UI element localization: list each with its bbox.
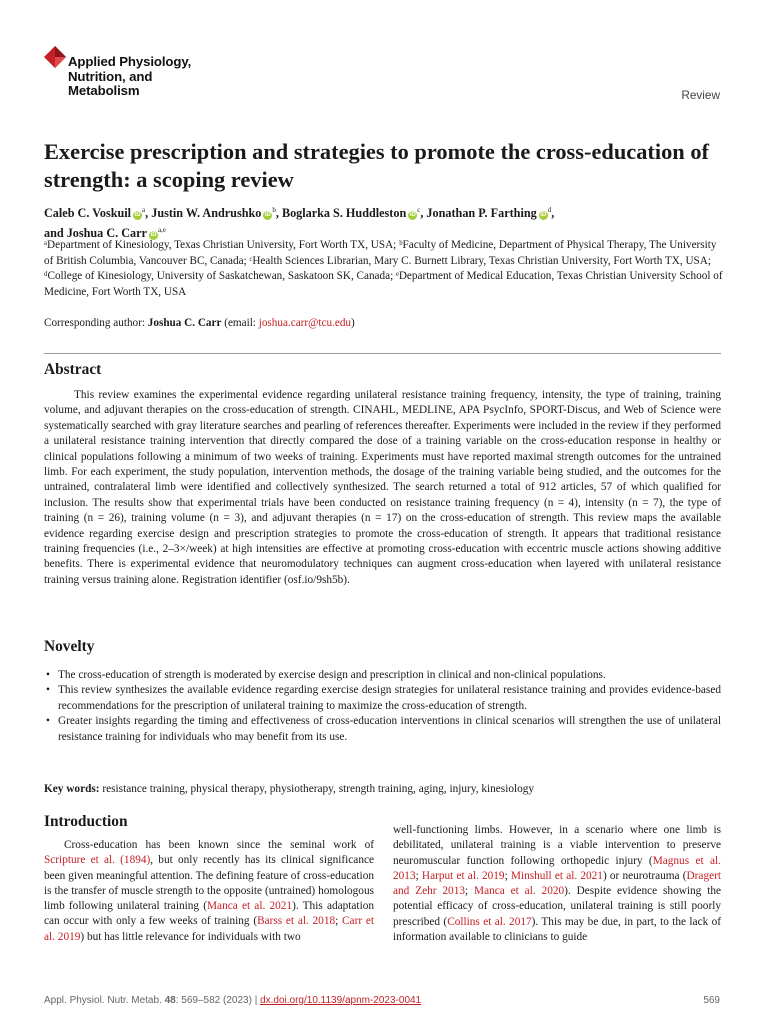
corresponding-label: Corresponding author: <box>44 317 148 329</box>
author-name: and Joshua C. Carr <box>44 226 147 240</box>
author-separator: , <box>275 206 282 220</box>
body-text: Cross-education has been known since the seminal work of <box>64 839 374 851</box>
body-text: ; <box>335 915 343 928</box>
affiliation-marker: a,e <box>157 226 166 234</box>
citation-link[interactable]: Dragert and Zehr 2013 <box>393 869 722 898</box>
keywords <box>44 782 721 797</box>
affiliations: ᵃDepartment of Kinesiology, Texas Christian University, Fort Worth TX, USA; ᵇFaculty of Medicine, Department of Physical Therapy, The University of British Columbia, Vancouver BC, Canada; ᶜHealth Sciences Librarian, Mary C. Burnett Library, Texas Christian University, Fort Worth TX, USA; ᵈCollege of Kinesiology, University of Saskatchewan, Saskatoon SK, Canada; ᵉDepartment of Medical Education, Texas Christian University School of Medicine, Fort Worth TX, USA <box>44 239 723 298</box>
citation-link[interactable]: Harput et al. 2019 <box>421 869 505 882</box>
journal-logo-icon <box>44 46 66 68</box>
body-text: ). Despite evidence showing the potential efficacy of cross-education, unilateral training is still poorly prescribed ( <box>393 885 721 928</box>
footer-pages: : 569–582 (2023) | <box>175 995 261 1006</box>
author-separator: , <box>145 206 152 220</box>
novelty-heading: Novelty <box>44 638 95 655</box>
author-separator: , <box>420 206 427 220</box>
affiliation-marker: a <box>142 206 146 214</box>
introduction-right-column <box>393 823 721 945</box>
author-name: Boglarka S. Huddleston <box>281 206 407 220</box>
keywords-text: resistance training, physical therapy, physiotherapy, strength training, aging, injury, kinesiology <box>99 783 535 795</box>
page-footer <box>44 995 421 1006</box>
affiliation-marker: d <box>547 206 552 214</box>
novelty-item: • The cross-education of strength is moderated by exercise design and prescription in clinical and non-clinical populations. <box>44 668 721 683</box>
body-text: ; <box>504 869 511 882</box>
footer-journal: Appl. Physiol. Nutr. Metab. <box>44 995 165 1006</box>
journal-name-line1: Applied Physiology, <box>68 54 192 69</box>
citation-link[interactable]: Barss et al. 2018 <box>257 915 336 928</box>
author-separator: , <box>551 206 555 220</box>
email-link[interactable]: joshua.carr@tcu.edu <box>258 317 352 329</box>
introduction-left-column <box>44 838 374 945</box>
orcid-icon[interactable]: iD <box>409 212 416 218</box>
body-text: well-functioning limbs. However, in a scenario where one limb is debilitated, unilateral training is a viable intervention to preserve neuromuscular function following orthopedic injury ( <box>393 824 721 867</box>
article-title: Exercise prescription and strategies to promote the cross-education of strength: a scoping review <box>44 139 709 192</box>
citation-link[interactable]: Carr et al. 2019 <box>44 915 374 943</box>
abstract-heading: Abstract <box>44 361 102 378</box>
author-list <box>44 202 734 242</box>
email-suffix: ) <box>351 317 355 329</box>
body-text: ) but has little relevance for individuals with two <box>80 930 301 943</box>
citation-link[interactable]: Minshull et al. 2021 <box>510 869 603 882</box>
journal-name <box>68 55 191 99</box>
citation-link[interactable]: Manca et al. 2021 <box>207 900 293 913</box>
author-name: Jonathan P. Farthing <box>426 206 537 220</box>
header-divider <box>44 353 721 354</box>
orcid-icon[interactable]: iD <box>134 212 141 218</box>
keywords-label: Key words: <box>44 783 100 795</box>
body-text: ). This may be due, in part, to the lack of information available to clinicians to guide <box>393 915 722 944</box>
novelty-item: • This review synthesizes the available evidence regarding exercise design strategies for unilateral resistance training and provides evidence-based recommendations for the prescription of unilateral training to maximize the cross-education of strength. <box>44 683 721 714</box>
author-name: Justin W. Andrushko <box>151 206 262 220</box>
journal-name-line3: Metabolism <box>68 83 140 98</box>
citation-link[interactable]: Collins et al. 2017 <box>447 915 532 928</box>
body-text: ; <box>415 869 422 882</box>
body-text: ). This adaptation can occur with only a few weeks of training ( <box>44 900 374 928</box>
introduction-heading: Introduction <box>44 813 128 830</box>
journal-name-line2: Nutrition, and <box>68 68 153 84</box>
orcid-icon[interactable]: iD <box>540 212 547 218</box>
footer-volume: 48 <box>164 995 176 1006</box>
corresponding-name: Joshua C. Carr <box>147 317 222 329</box>
citation-link[interactable]: Magnus et al. 2013 <box>393 854 721 882</box>
page-number: 569 <box>703 995 720 1006</box>
citation-link[interactable]: Scripture et al. (1894) <box>44 854 151 867</box>
affiliation-marker: c <box>417 206 421 214</box>
body-text: ) or neurotrauma ( <box>602 869 687 882</box>
novelty-list <box>44 668 721 745</box>
novelty-item: • Greater insights regarding the timing and effectiveness of cross-education interventions in clinical scenarios will strengthen the use of unilateral resistance training for individuals who may benefit from its use. <box>44 714 721 745</box>
journal-logo <box>44 44 244 104</box>
body-text: , but only recently has its clinical significance been given meaningful attention. The defining feature of cross-education is the transfer of muscle strength to the opposite (untrained) homologous limb following unilateral training ( <box>44 854 374 913</box>
doi-link[interactable]: dx.doi.org/10.1139/apnm-2023-0041 <box>260 995 422 1006</box>
abstract-text: This review examines the experimental evidence regarding unilateral resistance training frequency, intensity, the type of training, training volume, and adjuvant therapies on the cross-education of strength. CINAHL, MEDLINE, APA PsycInfo, SPORT-Discus, and Web of Science were systematically searched with gray literature searches and pearling of references thereafter. Experiments were included in the review if they performed a unilateral resistance training intervention that directly compared the dose of a training variable on the cross-education response in healthy or clinical populations following a minimum of two weeks of training. Experiments must have reported maximal strength outcomes for the untrained limb. For each experiment, the study population, intervention methods, the dosage of the training variable being studied, and the outcomes for the untrained, contralateral limb were identified and collectively synthesized. The search returned a total of 912 articles, 57 of which qualified for inclusion. The results show that experimental trials have been conducted on resistance training frequency (n = 4), intensity (n = 7), the type of training (n = 26), training volume (n = 3), and adjuvant therapies (n = 17) on the cross-education of strength. This review maps the available evidence regarding exercise design and prescription strategies to promote the cross-education of strength. It appears that traditional resistance training frequencies (i.e., 2–3×/week) at high intensities are effective at promoting cross-education with eccentric muscle actions showing additive benefits. There is experimental evidence that neuromodulatory techniques can augment cross-education when layered with unilateral resistance training versus training alone. Registration identifier (osf.io/9sh5b). <box>44 389 721 586</box>
email-prefix: (email: <box>221 317 259 329</box>
affiliation-marker: b <box>272 206 276 214</box>
corresponding-author <box>44 317 355 329</box>
orcid-icon[interactable]: iD <box>264 212 271 218</box>
citation-link[interactable]: Manca et al. 2020 <box>474 885 565 898</box>
body-text: ; <box>465 885 475 898</box>
orcid-icon[interactable]: iD <box>150 232 157 238</box>
article-type: Review <box>681 88 720 102</box>
author-name: Caleb C. Voskuil <box>44 206 132 220</box>
